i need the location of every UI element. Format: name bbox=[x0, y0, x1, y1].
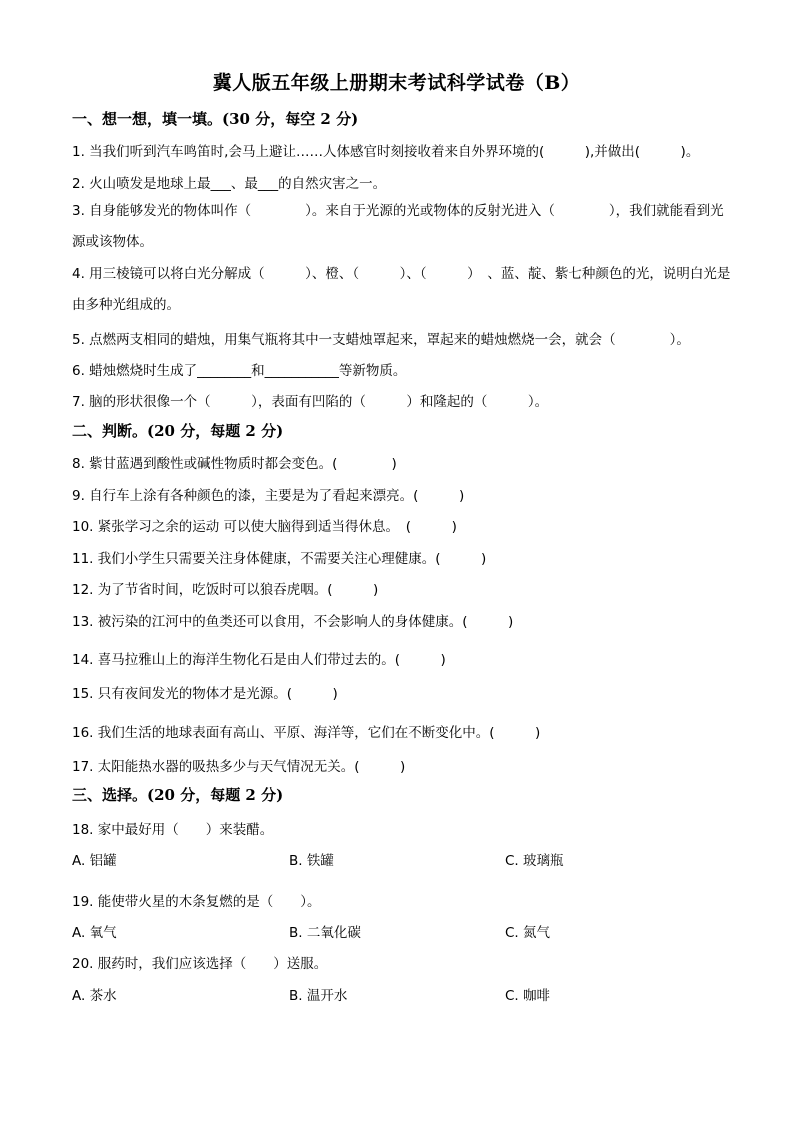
section-heading-judge: 二、判断。(20 分，每题 2 分) bbox=[72, 422, 284, 440]
question-3: 3. 自身能够发光的物体叫作（ ）。来自于光源的光或物体的反射光进入（ ），我们就能看到光源或该物体。 bbox=[72, 203, 724, 250]
question-4: 4. 用三棱镜可以将白光分解成（ ）、橙、（ ）、（ ） 、蓝、靛、紫七种颜色的光，说明白光是由多种光组成的。 bbox=[72, 266, 731, 313]
q18-option-a: A. 铝罐 bbox=[72, 853, 117, 869]
question-14: 14. 喜马拉雅山上的海洋生物化石是由人们带过去的。( ) bbox=[72, 652, 446, 668]
question-17: 17. 太阳能热水器的吸热多少与天气情况无关。( ) bbox=[72, 759, 406, 775]
question-19: 19. 能使带火星的木条复燃的是（ ）。 bbox=[72, 894, 321, 910]
question-15: 15. 只有夜间发光的物体才是光源。( ) bbox=[72, 686, 338, 702]
section-heading-choice: 三、选择。(20 分，每题 2 分) bbox=[72, 786, 284, 804]
question-13: 13. 被污染的江河中的鱼类还可以食用，不会影响人的身体健康。( ) bbox=[72, 614, 514, 630]
question-5: 5. 点燃两支相同的蜡烛，用集气瓶将其中一支蜡烛罩起来，罩起来的蜡烛燃烧一会，就会（ ）。 bbox=[72, 332, 690, 348]
q20-option-c: C. 咖啡 bbox=[505, 988, 551, 1004]
q18-option-b: B. 铁罐 bbox=[289, 853, 334, 869]
question-1: 1. 当我们听到汽车鸣笛时,会马上避让……人体感官时刻接收着来自外界环境的( ),并做出( )。 bbox=[72, 144, 700, 160]
question-2: 2. 火山喷发是地球上最___、最___的自然灾害之一。 bbox=[72, 176, 387, 192]
question-6: 6. 蜡烛燃烧时生成了________和___________等新物质。 bbox=[72, 363, 407, 379]
question-10: 10. 紧张学习之余的运动 可以使大脑得到适当得休息。 ( ) bbox=[72, 519, 457, 535]
question-7: 7. 脑的形状很像一个（ ），表面有凹陷的（ ）和隆起的（ ）。 bbox=[72, 394, 549, 410]
q20-option-a: A. 茶水 bbox=[72, 988, 117, 1004]
question-20: 20. 服药时，我们应该选择（ ）送服。 bbox=[72, 956, 328, 972]
question-9: 9. 自行车上涂有各种颜色的漆，主要是为了看起来漂亮。( ) bbox=[72, 488, 465, 504]
q19-option-c: C. 氮气 bbox=[505, 925, 551, 941]
question-16: 16. 我们生活的地球表面有高山、平原、海洋等，它们在不断变化中。( ) bbox=[72, 725, 541, 741]
question-8: 8. 紫甘蓝遇到酸性或碱性物质时都会变色。( ) bbox=[72, 456, 397, 472]
question-11: 11. 我们小学生只需要关注身体健康，不需要关注心理健康。( ) bbox=[72, 551, 487, 567]
question-12: 12. 为了节省时间，吃饭时可以狼吞虎咽。( ) bbox=[72, 582, 379, 598]
page-title: 冀人版五年级上册期末考试科学试卷（B） bbox=[212, 72, 581, 94]
question-18: 18. 家中最好用（ ）来装醋。 bbox=[72, 822, 274, 838]
q19-option-a: A. 氧气 bbox=[72, 925, 117, 941]
q20-option-b: B. 温开水 bbox=[289, 988, 348, 1004]
q18-option-c: C. 玻璃瓶 bbox=[505, 853, 564, 869]
q19-option-b: B. 二氧化碳 bbox=[289, 925, 361, 941]
section-heading-fill: 一、想一想，填一填。(30 分，每空 2 分) bbox=[72, 110, 359, 128]
